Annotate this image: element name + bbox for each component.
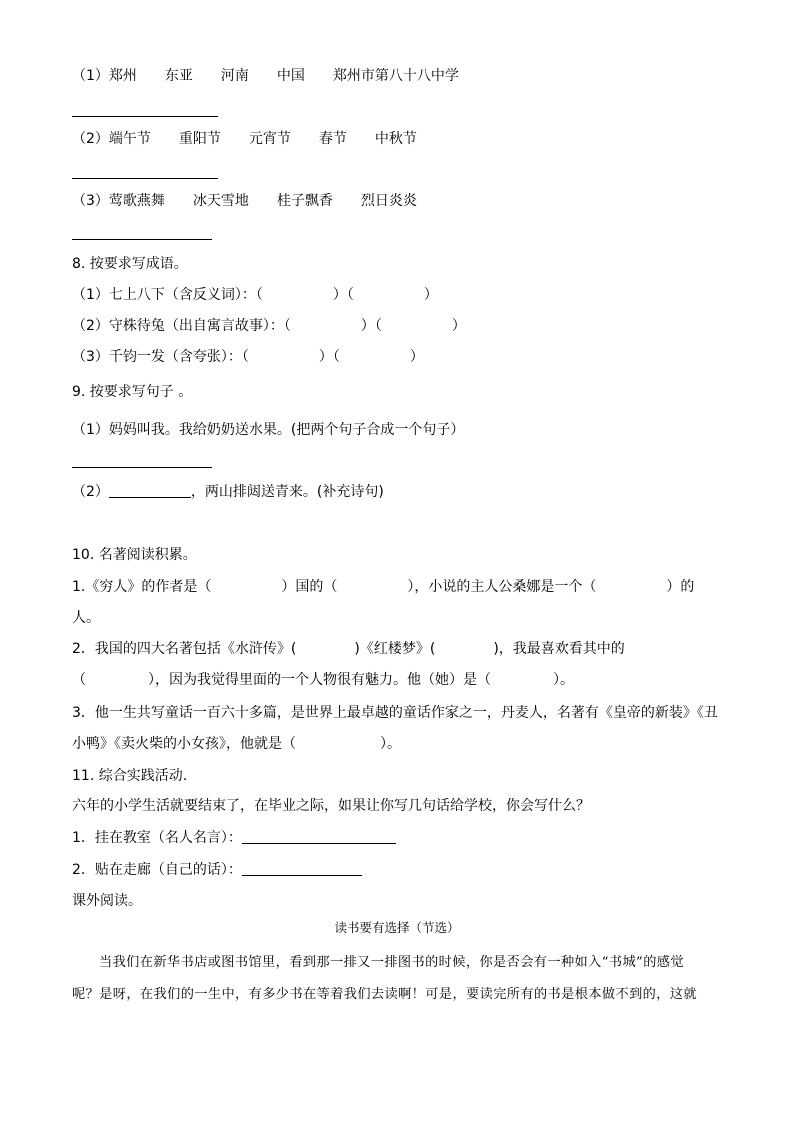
answer-line[interactable] [72,467,212,468]
q11-intro: 六年的小学生活就要结束了，在毕业之际，如果让你写几句话给学校，你会写什么？ [72,798,590,814]
answer-blank[interactable] [242,861,362,876]
text: ）。 [380,736,401,752]
word: 郑州市第八十八中学 [332,68,459,84]
text: 小鸭》《卖火柴的小女孩》，他就是（ [72,736,296,752]
bracket: ） [451,318,466,334]
q11-line-2 [72,860,362,880]
word: 冰天雪地 [192,193,249,209]
q9-title: 9. 按要求写句子 。 [72,384,193,400]
word: 重阳节 [178,131,221,147]
q8-line-1-text: （1）七上八下（含反义词）：（ [72,287,263,303]
q9-line-1: （1）妈妈叫我。我给奶奶送水果。(把两个句子合成一个句子） [72,422,465,438]
word: 春节 [318,131,347,147]
q10-line-1b: 人。 [72,610,100,626]
text: )，我最喜欢看其中的 [493,641,625,657]
bracket: ） [409,349,424,365]
q10-line-4: 3．他一生共写童话一百六十多篇，是世界上最卓越的童话作家之一，丹麦人，名著有《皇帝的新装》《丑 [72,705,718,721]
reading-paragraph-line-1: 当我们在新华书店或图书馆里，看到那一排又一排图书的时候，你是否会有一种如入“书城”的感觉 [99,955,684,970]
answer-blank[interactable] [109,483,191,498]
q10-line-2 [72,639,625,659]
text: ）的 [666,579,695,595]
text: ）国的（ [281,579,338,595]
word: 烈日炎炎 [360,193,417,209]
reading-label: 课外阅读。 [72,893,142,909]
answer-line[interactable] [72,239,212,240]
answer-line[interactable] [72,116,218,117]
q10-line-1 [72,577,694,597]
q8-line-2-text: （2）守株待兔（出自寓言故事）：（ [72,318,291,334]
word: 东亚 [164,68,193,84]
q9-line-2-prefix: （2） [72,484,109,500]
q10-line-5 [72,734,401,754]
text: ）。 [553,672,574,688]
text: ），因为我觉得里面的一个人物很有魅力。他（她）是（ [148,672,491,688]
q10-line-3 [72,670,574,690]
bracket: ）（ [318,349,340,365]
text: （ [72,672,86,688]
q9-line-2 [72,482,384,502]
word: 郑州 [108,68,137,84]
word: 端午节 [108,131,151,147]
text: 1.《穷人》的作者是（ [72,579,212,595]
bracket: ）（ [360,318,382,334]
q9-line-2-suffix: ，两山排闼送青来。(补充诗句) [190,484,384,500]
word: 桂子飘香 [276,193,333,209]
word: 莺歌燕舞 [108,193,165,209]
word: 河南 [220,68,249,84]
text: 2．贴在走廊（自己的话）： [72,862,242,878]
q11-title: 11. 综合实践活动. [72,768,188,784]
q7-row-2 [72,129,417,149]
q7-row-2-label: （2） [72,131,109,147]
word: 元宵节 [248,131,291,147]
answer-blank[interactable] [242,829,396,844]
q8-line-3-text: （3）千钧一发（含夸张）：（ [72,349,249,365]
reading-paragraph-line-2: 呢？是呀，在我们的一生中，有多少书在等着我们去读啊！可是，要读完所有的书是根本做不到的，这就 [72,987,698,1002]
text: ），小说的主人公桑娜是一个（ [407,579,597,595]
q7-row-1-label: （1） [72,68,109,84]
text: 2．我国的四大名著包括《水浒传》( [72,641,297,657]
text: 1．挂在教室（名人名言）： [72,830,242,846]
q8-line-3 [72,347,424,367]
q7-row-1 [72,66,459,86]
q7-row-3 [72,191,417,211]
word: 中秋节 [374,131,417,147]
answer-line[interactable] [72,178,218,179]
bracket: ） [423,287,438,303]
q8-line-2 [72,316,466,336]
word: 中国 [276,68,305,84]
q10-title: 10. 名著阅读积累。 [72,547,197,563]
q11-line-1 [72,828,396,848]
text: )《红楼梦》( [354,641,436,657]
reading-title: 读书要有选择（节选） [334,920,460,935]
q7-row-3-label: （3） [72,193,109,209]
q8-title: 8. 按要求写成语。 [72,256,188,272]
q8-line-1 [72,285,438,305]
bracket: ）（ [332,287,354,303]
